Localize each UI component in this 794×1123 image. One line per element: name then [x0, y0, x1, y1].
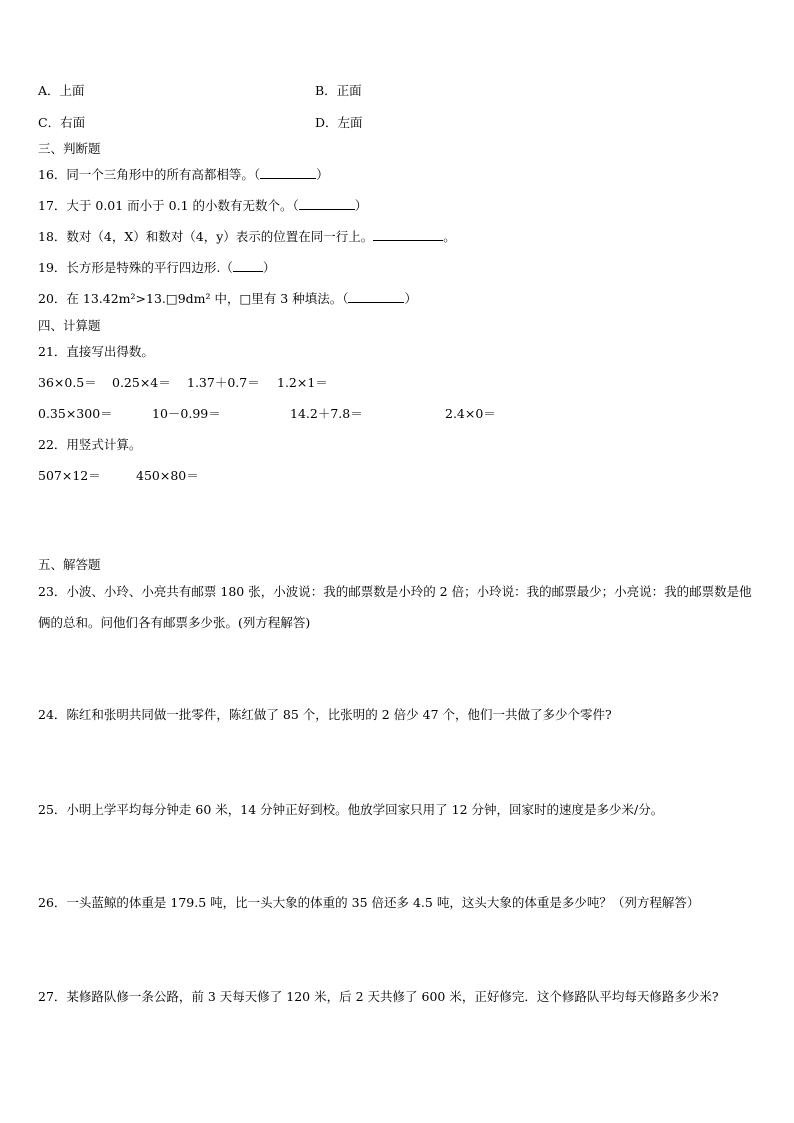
calc-item: 14.2＋7.8＝	[290, 406, 363, 421]
answer-blank[interactable]	[373, 229, 443, 241]
calc-item: 1.37＋0.7＝	[187, 375, 260, 390]
question-19-text: 19．长方形是特殊的平行四边形.（	[38, 260, 233, 275]
question-25: 25．小明上学平均每分钟走 60 米，14 分钟正好到校。他放学回家只用了 12 分钟，回家时的速度是多少米/分。	[38, 802, 664, 817]
answer-blank[interactable]	[299, 198, 355, 210]
answer-blank[interactable]	[233, 260, 263, 272]
question-23: 23．小波、小玲、小亮共有邮票 180 张，小波说：我的邮票数是小玲的 2 倍；小玲说：我的邮票最少；小亮说：我的邮票数是他俩的总和。问他们各有邮票多少张。(列方程解答)	[38, 584, 752, 630]
calc-item: 1.2×1＝	[277, 375, 328, 390]
calc-item: 507×12＝	[38, 468, 101, 483]
question-24: 24．陈红和张明共同做一批零件，陈红做了 85 个，比张明的 2 倍少 47 个，他们一共做了多少个零件?	[38, 707, 612, 722]
question-17	[38, 198, 367, 214]
calc-item: 0.35×300＝	[38, 406, 113, 421]
choice-d: D．左面	[315, 115, 363, 130]
question-20-text: 20．在 13.42m²>13.□9dm² 中，□里有 3 种填法。（	[38, 291, 349, 306]
calc-item: 10－0.99＝	[152, 406, 221, 421]
question-22: 22．用竖式计算。	[38, 437, 142, 452]
calc-item: 0.25×4＝	[112, 375, 171, 390]
section-4-title: 四、计算题	[38, 318, 101, 333]
choice-a: A．上面	[38, 83, 85, 98]
question-16-text: 16．同一个三角形中的所有高都相等。（	[38, 167, 261, 182]
question-19	[38, 260, 275, 276]
question-18	[38, 229, 456, 245]
question-21: 21．直接写出得数。	[38, 344, 154, 359]
question-19-end: ）	[262, 260, 276, 275]
question-17-text: 17．大于 0.01 而小于 0.1 的小数有无数个。（	[38, 198, 299, 213]
question-18-end: 。	[443, 229, 456, 244]
question-20	[38, 291, 417, 307]
choice-b: B．正面	[315, 83, 362, 98]
question-17-end: ）	[354, 198, 368, 213]
section-5-title: 五、解答题	[38, 557, 101, 572]
calc-item: 2.4×0＝	[445, 406, 496, 421]
answer-blank[interactable]	[260, 167, 316, 179]
question-26: 26．一头蓝鲸的体重是 179.5 吨，比一头大象的体重的 35 倍还多 4.5 吨，这头大象的体重是多少吨？（列方程解答）	[38, 895, 700, 910]
calc-item: 450×80＝	[136, 468, 199, 483]
calc-item: 36×0.5＝	[38, 375, 97, 390]
question-27: 27．某修路队修一条公路，前 3 天每天修了 120 米，后 2 天共修了 600 米，正好修完．这个修路队平均每天修路多少米?	[38, 989, 719, 1004]
question-16-end: ）	[316, 167, 329, 182]
choice-c: C．右面	[38, 115, 86, 130]
question-20-end: ）	[404, 291, 417, 306]
answer-blank[interactable]	[348, 291, 404, 303]
section-3-title: 三、判断题	[38, 141, 101, 156]
question-16	[38, 167, 329, 183]
question-18-text: 18．数对（4，X）和数对（4，y）表示的位置在同一行上。	[38, 229, 374, 244]
